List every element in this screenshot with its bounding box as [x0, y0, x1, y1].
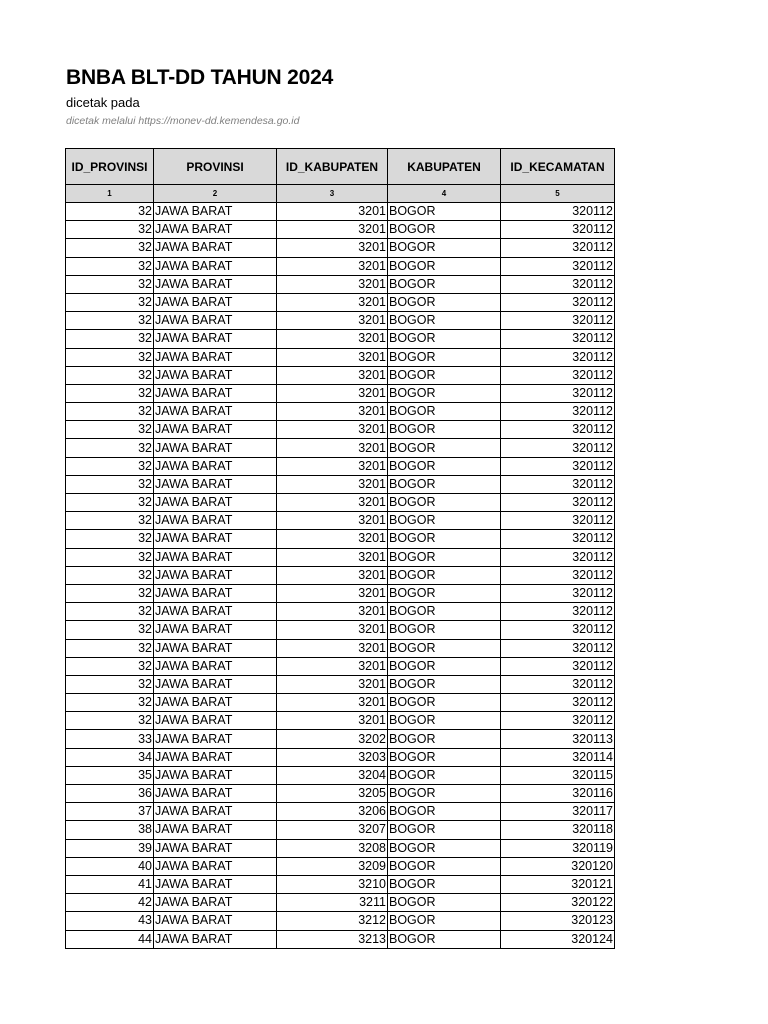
- cell-provinsi: JAWA BARAT: [154, 548, 277, 566]
- cell-id-kecamatan: 320112: [501, 512, 615, 530]
- cell-id-kecamatan: 320112: [501, 603, 615, 621]
- cell-id-kecamatan: 320112: [501, 639, 615, 657]
- cell-provinsi: JAWA BARAT: [154, 621, 277, 639]
- cell-provinsi: JAWA BARAT: [154, 730, 277, 748]
- table-row: [66, 257, 615, 275]
- table-row: [66, 930, 615, 948]
- cell-id-kabupaten: 3201: [277, 312, 388, 330]
- cell-provinsi: JAWA BARAT: [154, 348, 277, 366]
- cell-id-kabupaten: 3201: [277, 348, 388, 366]
- cell-provinsi: JAWA BARAT: [154, 766, 277, 784]
- cell-id-provinsi: 32: [66, 421, 154, 439]
- column-number-row: [66, 185, 615, 203]
- cell-id-provinsi: 32: [66, 494, 154, 512]
- cell-id-provinsi: 32: [66, 439, 154, 457]
- cell-kabupaten: BOGOR: [388, 785, 501, 803]
- cell-kabupaten: BOGOR: [388, 639, 501, 657]
- cell-kabupaten: BOGOR: [388, 803, 501, 821]
- table-row: [66, 330, 615, 348]
- cell-id-kecamatan: 320112: [501, 203, 615, 221]
- table-row: [66, 203, 615, 221]
- cell-id-provinsi: 32: [66, 275, 154, 293]
- cell-id-provinsi: 32: [66, 694, 154, 712]
- cell-id-kecamatan: 320112: [501, 366, 615, 384]
- cell-kabupaten: BOGOR: [388, 894, 501, 912]
- table-row: [66, 675, 615, 693]
- cell-provinsi: JAWA BARAT: [154, 475, 277, 493]
- cell-kabupaten: BOGOR: [388, 930, 501, 948]
- cell-id-kabupaten: 3208: [277, 839, 388, 857]
- cell-id-provinsi: 32: [66, 712, 154, 730]
- cell-id-kecamatan: 320112: [501, 694, 615, 712]
- column-number: 1: [66, 185, 154, 203]
- cell-kabupaten: BOGOR: [388, 839, 501, 857]
- table-row: [66, 694, 615, 712]
- cell-id-kecamatan: 320112: [501, 239, 615, 257]
- cell-provinsi: JAWA BARAT: [154, 839, 277, 857]
- table-row: [66, 221, 615, 239]
- cell-id-kabupaten: 3201: [277, 457, 388, 475]
- cell-kabupaten: BOGOR: [388, 221, 501, 239]
- header-row: [66, 149, 615, 185]
- table-row: [66, 512, 615, 530]
- table-row: [66, 821, 615, 839]
- cell-provinsi: JAWA BARAT: [154, 639, 277, 657]
- cell-id-kecamatan: 320112: [501, 548, 615, 566]
- cell-id-kabupaten: 3201: [277, 239, 388, 257]
- cell-id-provinsi: 32: [66, 512, 154, 530]
- cell-id-kecamatan: 320119: [501, 839, 615, 857]
- cell-id-provinsi: 41: [66, 875, 154, 893]
- table-row: [66, 748, 615, 766]
- table-row: [66, 275, 615, 293]
- cell-provinsi: JAWA BARAT: [154, 384, 277, 402]
- cell-kabupaten: BOGOR: [388, 712, 501, 730]
- cell-id-provinsi: 37: [66, 803, 154, 821]
- cell-id-kabupaten: 3202: [277, 730, 388, 748]
- cell-id-kabupaten: 3201: [277, 548, 388, 566]
- cell-id-provinsi: 32: [66, 657, 154, 675]
- cell-id-kabupaten: 3201: [277, 494, 388, 512]
- table-row: [66, 239, 615, 257]
- cell-kabupaten: BOGOR: [388, 875, 501, 893]
- cell-id-kecamatan: 320112: [501, 421, 615, 439]
- cell-id-kecamatan: 320112: [501, 293, 615, 311]
- cell-id-kabupaten: 3201: [277, 330, 388, 348]
- cell-id-kabupaten: 3210: [277, 875, 388, 893]
- cell-id-kabupaten: 3201: [277, 221, 388, 239]
- cell-id-kecamatan: 320122: [501, 894, 615, 912]
- cell-provinsi: JAWA BARAT: [154, 312, 277, 330]
- cell-id-provinsi: 32: [66, 366, 154, 384]
- cell-id-provinsi: 32: [66, 639, 154, 657]
- cell-id-kabupaten: 3211: [277, 894, 388, 912]
- cell-id-kabupaten: 3201: [277, 384, 388, 402]
- data-table: [65, 148, 615, 949]
- cell-id-provinsi: 32: [66, 584, 154, 602]
- cell-provinsi: JAWA BARAT: [154, 257, 277, 275]
- cell-id-provinsi: 32: [66, 312, 154, 330]
- table-row: [66, 384, 615, 402]
- cell-provinsi: JAWA BARAT: [154, 512, 277, 530]
- cell-provinsi: JAWA BARAT: [154, 239, 277, 257]
- cell-provinsi: JAWA BARAT: [154, 530, 277, 548]
- cell-id-kabupaten: 3201: [277, 675, 388, 693]
- cell-kabupaten: BOGOR: [388, 766, 501, 784]
- cell-id-kabupaten: 3212: [277, 912, 388, 930]
- cell-id-kecamatan: 320115: [501, 766, 615, 784]
- cell-id-provinsi: 32: [66, 330, 154, 348]
- cell-provinsi: JAWA BARAT: [154, 366, 277, 384]
- cell-id-kabupaten: 3201: [277, 657, 388, 675]
- table-row: [66, 475, 615, 493]
- cell-provinsi: JAWA BARAT: [154, 930, 277, 948]
- cell-id-kabupaten: 3201: [277, 712, 388, 730]
- cell-id-kecamatan: 320112: [501, 494, 615, 512]
- cell-id-provinsi: 32: [66, 239, 154, 257]
- cell-id-provinsi: 33: [66, 730, 154, 748]
- cell-kabupaten: BOGOR: [388, 439, 501, 457]
- cell-id-provinsi: 32: [66, 566, 154, 584]
- cell-id-kabupaten: 3201: [277, 421, 388, 439]
- cell-provinsi: JAWA BARAT: [154, 203, 277, 221]
- cell-id-provinsi: 42: [66, 894, 154, 912]
- header-provinsi: PROVINSI: [154, 149, 277, 185]
- cell-id-provinsi: 32: [66, 621, 154, 639]
- cell-id-kabupaten: 3209: [277, 857, 388, 875]
- table-row: [66, 348, 615, 366]
- table-row: [66, 639, 615, 657]
- cell-kabupaten: BOGOR: [388, 257, 501, 275]
- cell-id-kecamatan: 320112: [501, 584, 615, 602]
- cell-provinsi: JAWA BARAT: [154, 712, 277, 730]
- cell-id-provinsi: 34: [66, 748, 154, 766]
- table-row: [66, 494, 615, 512]
- header-id-kabupaten: ID_KABUPATEN: [277, 149, 388, 185]
- cell-provinsi: JAWA BARAT: [154, 894, 277, 912]
- table-row: [66, 803, 615, 821]
- cell-id-kabupaten: 3205: [277, 785, 388, 803]
- cell-kabupaten: BOGOR: [388, 330, 501, 348]
- cell-id-provinsi: 35: [66, 766, 154, 784]
- cell-id-kecamatan: 320114: [501, 748, 615, 766]
- cell-kabupaten: BOGOR: [388, 512, 501, 530]
- cell-provinsi: JAWA BARAT: [154, 221, 277, 239]
- cell-id-kecamatan: 320112: [501, 403, 615, 421]
- column-number: 3: [277, 185, 388, 203]
- table-row: [66, 839, 615, 857]
- cell-id-provinsi: 32: [66, 475, 154, 493]
- cell-id-provinsi: 32: [66, 384, 154, 402]
- cell-id-provinsi: 36: [66, 785, 154, 803]
- cell-id-kabupaten: 3206: [277, 803, 388, 821]
- cell-kabupaten: BOGOR: [388, 657, 501, 675]
- cell-id-kabupaten: 3201: [277, 584, 388, 602]
- column-number: 2: [154, 185, 277, 203]
- cell-id-kecamatan: 320112: [501, 675, 615, 693]
- cell-kabupaten: BOGOR: [388, 203, 501, 221]
- cell-provinsi: JAWA BARAT: [154, 912, 277, 930]
- cell-id-provinsi: 44: [66, 930, 154, 948]
- cell-id-kabupaten: 3201: [277, 566, 388, 584]
- cell-kabupaten: BOGOR: [388, 384, 501, 402]
- column-number: 5: [501, 185, 615, 203]
- cell-kabupaten: BOGOR: [388, 730, 501, 748]
- table-row: [66, 621, 615, 639]
- cell-kabupaten: BOGOR: [388, 475, 501, 493]
- cell-kabupaten: BOGOR: [388, 530, 501, 548]
- cell-provinsi: JAWA BARAT: [154, 275, 277, 293]
- cell-id-kecamatan: 320112: [501, 712, 615, 730]
- cell-provinsi: JAWA BARAT: [154, 494, 277, 512]
- cell-kabupaten: BOGOR: [388, 912, 501, 930]
- cell-id-kabupaten: 3201: [277, 403, 388, 421]
- cell-id-kecamatan: 320123: [501, 912, 615, 930]
- cell-provinsi: JAWA BARAT: [154, 584, 277, 602]
- cell-id-kecamatan: 320112: [501, 330, 615, 348]
- cell-id-kecamatan: 320112: [501, 221, 615, 239]
- table-row: [66, 857, 615, 875]
- cell-provinsi: JAWA BARAT: [154, 694, 277, 712]
- cell-id-provinsi: 32: [66, 403, 154, 421]
- cell-kabupaten: BOGOR: [388, 621, 501, 639]
- cell-kabupaten: BOGOR: [388, 239, 501, 257]
- header-id-kecamatan: ID_KECAMATAN: [501, 149, 615, 185]
- cell-id-kecamatan: 320112: [501, 475, 615, 493]
- cell-id-kecamatan: 320118: [501, 821, 615, 839]
- cell-id-provinsi: 43: [66, 912, 154, 930]
- table-row: [66, 584, 615, 602]
- table-row: [66, 293, 615, 311]
- cell-id-provinsi: 40: [66, 857, 154, 875]
- cell-kabupaten: BOGOR: [388, 494, 501, 512]
- cell-id-provinsi: 32: [66, 530, 154, 548]
- cell-provinsi: JAWA BARAT: [154, 675, 277, 693]
- cell-id-kecamatan: 320112: [501, 621, 615, 639]
- table-row: [66, 457, 615, 475]
- cell-id-kabupaten: 3201: [277, 694, 388, 712]
- source-note: dicetak melalui https://monev-dd.kemendesa.go.id: [66, 115, 300, 127]
- table-row: [66, 548, 615, 566]
- cell-id-kecamatan: 320112: [501, 457, 615, 475]
- header-id-provinsi: ID_PROVINSI: [66, 149, 154, 185]
- cell-provinsi: JAWA BARAT: [154, 875, 277, 893]
- cell-id-kabupaten: 3201: [277, 530, 388, 548]
- cell-provinsi: JAWA BARAT: [154, 403, 277, 421]
- cell-id-kecamatan: 320113: [501, 730, 615, 748]
- cell-id-provinsi: 32: [66, 203, 154, 221]
- cell-id-kecamatan: 320112: [501, 657, 615, 675]
- cell-provinsi: JAWA BARAT: [154, 785, 277, 803]
- table-body: [66, 203, 615, 949]
- table-row: [66, 712, 615, 730]
- cell-provinsi: JAWA BARAT: [154, 821, 277, 839]
- cell-id-provinsi: 39: [66, 839, 154, 857]
- cell-id-kecamatan: 320112: [501, 348, 615, 366]
- cell-id-kabupaten: 3201: [277, 639, 388, 657]
- table-row: [66, 530, 615, 548]
- table-row: [66, 875, 615, 893]
- cell-id-kabupaten: 3201: [277, 366, 388, 384]
- cell-id-kabupaten: 3201: [277, 439, 388, 457]
- cell-kabupaten: BOGOR: [388, 403, 501, 421]
- cell-id-kecamatan: 320121: [501, 875, 615, 893]
- cell-id-kecamatan: 320112: [501, 439, 615, 457]
- cell-provinsi: JAWA BARAT: [154, 457, 277, 475]
- cell-kabupaten: BOGOR: [388, 584, 501, 602]
- cell-id-kecamatan: 320112: [501, 530, 615, 548]
- cell-id-kabupaten: 3201: [277, 203, 388, 221]
- table-row: [66, 421, 615, 439]
- cell-id-provinsi: 38: [66, 821, 154, 839]
- cell-id-kabupaten: 3201: [277, 475, 388, 493]
- cell-kabupaten: BOGOR: [388, 348, 501, 366]
- cell-kabupaten: BOGOR: [388, 566, 501, 584]
- table-row: [66, 366, 615, 384]
- cell-id-provinsi: 32: [66, 221, 154, 239]
- table-row: [66, 766, 615, 784]
- cell-provinsi: JAWA BARAT: [154, 293, 277, 311]
- cell-kabupaten: BOGOR: [388, 694, 501, 712]
- cell-provinsi: JAWA BARAT: [154, 803, 277, 821]
- cell-id-provinsi: 32: [66, 675, 154, 693]
- cell-id-kabupaten: 3201: [277, 257, 388, 275]
- cell-kabupaten: BOGOR: [388, 366, 501, 384]
- cell-kabupaten: BOGOR: [388, 548, 501, 566]
- cell-id-kecamatan: 320124: [501, 930, 615, 948]
- cell-provinsi: JAWA BARAT: [154, 857, 277, 875]
- cell-id-kabupaten: 3203: [277, 748, 388, 766]
- cell-provinsi: JAWA BARAT: [154, 566, 277, 584]
- cell-provinsi: JAWA BARAT: [154, 748, 277, 766]
- cell-id-provinsi: 32: [66, 603, 154, 621]
- cell-id-kecamatan: 320112: [501, 257, 615, 275]
- column-number: 4: [388, 185, 501, 203]
- table-row: [66, 403, 615, 421]
- cell-provinsi: JAWA BARAT: [154, 603, 277, 621]
- cell-id-provinsi: 32: [66, 348, 154, 366]
- table-row: [66, 912, 615, 930]
- cell-provinsi: JAWA BARAT: [154, 657, 277, 675]
- cell-id-kecamatan: 320112: [501, 275, 615, 293]
- cell-kabupaten: BOGOR: [388, 857, 501, 875]
- cell-id-kecamatan: 320117: [501, 803, 615, 821]
- cell-id-kabupaten: 3207: [277, 821, 388, 839]
- cell-id-kecamatan: 320120: [501, 857, 615, 875]
- cell-id-kecamatan: 320116: [501, 785, 615, 803]
- cell-id-kecamatan: 320112: [501, 384, 615, 402]
- table-row: [66, 657, 615, 675]
- cell-id-kabupaten: 3201: [277, 621, 388, 639]
- print-date-label: dicetak pada: [66, 95, 140, 110]
- table-row: [66, 566, 615, 584]
- cell-id-provinsi: 32: [66, 293, 154, 311]
- cell-kabupaten: BOGOR: [388, 293, 501, 311]
- table-row: [66, 312, 615, 330]
- cell-id-kecamatan: 320112: [501, 566, 615, 584]
- page-title: BNBA BLT-DD TAHUN 2024: [66, 66, 334, 89]
- cell-provinsi: JAWA BARAT: [154, 330, 277, 348]
- cell-kabupaten: BOGOR: [388, 312, 501, 330]
- cell-kabupaten: BOGOR: [388, 421, 501, 439]
- cell-kabupaten: BOGOR: [388, 275, 501, 293]
- header-kabupaten: KABUPATEN: [388, 149, 501, 185]
- cell-id-kecamatan: 320112: [501, 312, 615, 330]
- table-row: [66, 603, 615, 621]
- cell-id-kabupaten: 3201: [277, 293, 388, 311]
- cell-id-kabupaten: 3213: [277, 930, 388, 948]
- table-row: [66, 730, 615, 748]
- cell-id-kabupaten: 3201: [277, 275, 388, 293]
- cell-kabupaten: BOGOR: [388, 748, 501, 766]
- cell-kabupaten: BOGOR: [388, 675, 501, 693]
- cell-id-kabupaten: 3204: [277, 766, 388, 784]
- cell-id-kabupaten: 3201: [277, 603, 388, 621]
- table-row: [66, 439, 615, 457]
- cell-kabupaten: BOGOR: [388, 603, 501, 621]
- cell-id-kabupaten: 3201: [277, 512, 388, 530]
- table-row: [66, 894, 615, 912]
- cell-id-provinsi: 32: [66, 548, 154, 566]
- cell-id-provinsi: 32: [66, 257, 154, 275]
- cell-kabupaten: BOGOR: [388, 821, 501, 839]
- table-row: [66, 785, 615, 803]
- cell-id-provinsi: 32: [66, 457, 154, 475]
- cell-kabupaten: BOGOR: [388, 457, 501, 475]
- cell-provinsi: JAWA BARAT: [154, 439, 277, 457]
- cell-provinsi: JAWA BARAT: [154, 421, 277, 439]
